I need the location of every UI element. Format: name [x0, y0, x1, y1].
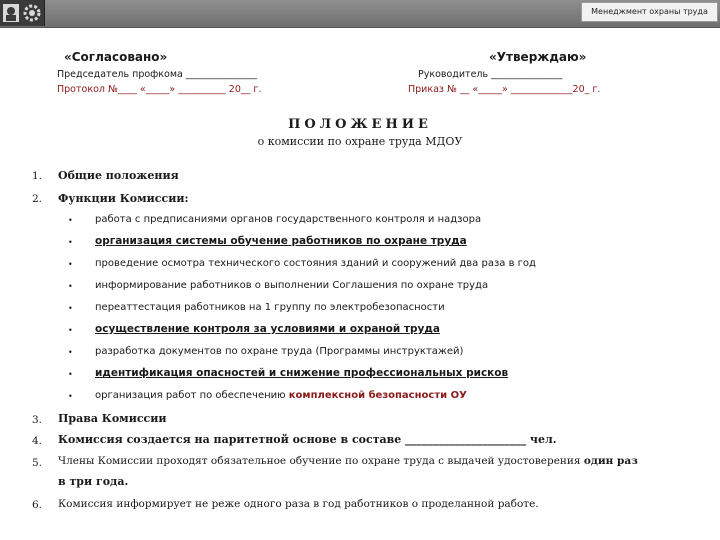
bullet-icon: •	[68, 326, 73, 335]
function-item: разработка документов по охране труда (Программы инструктажей)	[95, 346, 464, 357]
bullet-icon: •	[68, 304, 73, 313]
section-reporting: Комиссия информирует не реже одного раза в год работников о проделанной работе.	[58, 498, 539, 510]
function-item: осуществление контроля за условиями и охраной труда	[95, 323, 440, 335]
gear-worker-icon	[0, 0, 45, 26]
approved-left-title: «Согласовано»	[64, 50, 168, 64]
section-rights: Права Комиссии	[58, 412, 167, 425]
section-training-line2: в три года.	[58, 475, 129, 488]
bullet-icon: •	[68, 370, 73, 379]
union-chairman-line: Председатель профкома _______________	[57, 69, 258, 80]
section-number: 6.	[32, 499, 43, 511]
function-item: информирование работников о выполнении Соглашения по охране труда	[95, 280, 489, 291]
order-line: Приказ № __ «_____» _____________20_ г.	[408, 84, 601, 95]
section-number: 1.	[32, 170, 43, 182]
bullet-icon: •	[68, 260, 73, 269]
function-item-text: организация работ по обеспечению	[95, 390, 289, 401]
bullet-icon: •	[68, 348, 73, 357]
section-composition: Комиссия создается на паритетной основе в составе ______________________ чел.	[58, 433, 557, 446]
section-number: 4.	[32, 435, 43, 447]
director-line: Руководитель _______________	[418, 69, 563, 80]
document-title: ПОЛОЖЕНИЕ	[288, 117, 432, 132]
function-item	[95, 390, 467, 401]
function-item: проведение осмотра технического состояния зданий и сооружений два раза в год	[95, 258, 536, 269]
bullet-icon: •	[68, 216, 73, 225]
section-training-text: Члены Комиссии проходят обязательное обучение по охране труда с выдачей удостоверения	[58, 455, 584, 467]
function-item: идентификация опасностей и снижение профессиональных рисков	[95, 367, 509, 379]
bullet-icon: •	[68, 282, 73, 291]
section-number: 5.	[32, 457, 43, 469]
section-functions: Функции Комиссии:	[58, 192, 189, 205]
bullet-icon: •	[68, 392, 73, 401]
section-number: 3.	[32, 414, 43, 426]
function-item: работа с предписаниями органов государственного контроля и надзора	[95, 214, 482, 225]
section-number: 2.	[32, 193, 43, 205]
document-subtitle: о комиссии по охране труда МДОУ	[257, 135, 463, 148]
protocol-line: Протокол №____ «_____» __________ 20__ г.	[57, 84, 262, 95]
bullet-icon: •	[68, 238, 73, 247]
section-training-bold: один раз	[583, 455, 638, 467]
section-general: Общие положения	[58, 169, 179, 182]
function-item: переаттестация работников на 1 группу по электробезопасности	[95, 302, 445, 313]
function-item: организация системы обучение работников по охране труда	[95, 235, 467, 247]
approved-right-title: «Утверждаю»	[489, 50, 587, 64]
top-bar	[0, 0, 720, 28]
section-banner: Менеджмент охраны труда	[581, 2, 718, 22]
function-item-highlight: комплексной безопасности ОУ	[288, 390, 467, 401]
section-training	[58, 455, 638, 467]
